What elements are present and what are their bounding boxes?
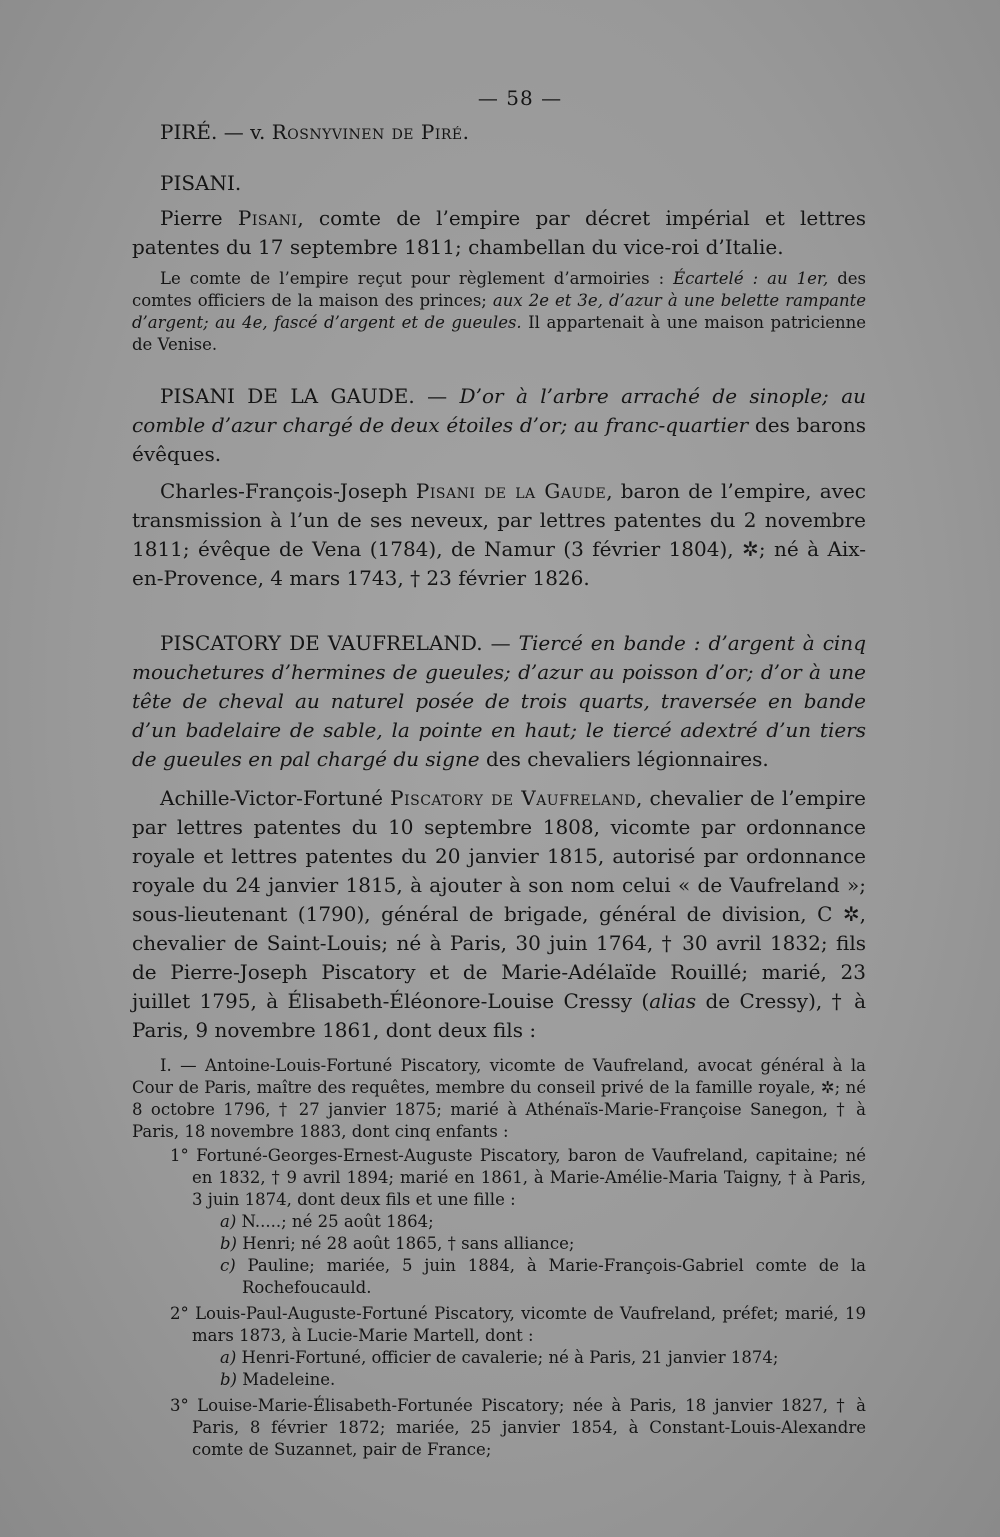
text: Pauline; mariée, 5 juin 1884, à Marie-François-Gabriel comte de la Rochefoucauld. — [235, 1256, 866, 1297]
text: des chevaliers légionnaires. — [479, 747, 769, 771]
entry-title: PISANI. — [160, 171, 242, 195]
list-item — [170, 1303, 866, 1347]
cross-reference-prefix: — v. — [223, 120, 266, 144]
text: Henri; né 28 août 1865, † sans alliance; — [237, 1234, 575, 1253]
text: Henri-Fortuné, officier de cavalerie; né à Paris, 21 janvier 1874; — [236, 1348, 779, 1367]
blazon-text: Écartelé : au 1er, — [673, 269, 838, 288]
entry-title: PISCATORY DE VAUFRELAND. — [160, 631, 483, 655]
list-item — [170, 1395, 866, 1461]
text: , baron de l’empire, avec transmission à l’un de ses neveux, par lettres patentes du 2 novembre 1811; évêque de Vena (1784), de Namur (3 février 1804), ✲; né à Aix-en-Provence, 4 mars 1743, † 23 février 1826. — [132, 479, 867, 590]
text: des barons évêques. — [132, 413, 866, 466]
text: des comtes officiers de la maison des princes; — [132, 269, 866, 310]
paragraph — [132, 629, 866, 774]
entry-title: PIRÉ. — [160, 120, 218, 144]
text: — — [482, 631, 519, 655]
paragraph — [132, 268, 866, 356]
paragraph — [132, 382, 866, 469]
entry-pire — [160, 118, 866, 147]
page-number: — 58 — — [477, 86, 563, 110]
grandchild-entry — [220, 1211, 866, 1233]
entry-title: PISANI DE LA GAUDE. — [160, 384, 415, 408]
item-label: c) — [220, 1256, 236, 1275]
item-label: a) — [220, 1212, 237, 1231]
blazon-text: aux 2e et 3e, d’azur à une belette rampante d’argent; au 4e, fascé d’argent et de gueules. — [132, 291, 866, 332]
child-entry: 1° Fortuné-Georges-Ernest-Auguste Piscatory, baron de Vaufreland, capitaine; né en 1832, † 9 avril 1894; marié en 1861, à Marie-Amélie-Maria Taigny, † à Paris, 3 juin 1874, dont deux fils et une fille : — [170, 1146, 866, 1209]
page-content — [132, 118, 866, 1461]
text: Charles-François-Joseph — [160, 479, 416, 503]
text: — — [414, 384, 460, 408]
grandchild-entry — [220, 1369, 866, 1391]
blazon-text: D’or à l’arbre arraché de sinople; au comble d’azur chargé de deux étoiles d’or; au franc-quartier — [132, 384, 866, 437]
person-name: Pisani — [237, 206, 298, 230]
list-item — [170, 1145, 866, 1211]
list-item — [220, 1347, 866, 1391]
person-name: Piscatory de Vaufreland — [390, 786, 636, 810]
text: , comte de l’empire par décret impérial et lettres patentes du 17 septembre 1811; chambellan du vice-roi d’Italie. — [132, 206, 866, 259]
text: de Cressy), † à Paris, 9 novembre 1861, dont deux fils : — [132, 989, 866, 1042]
item-label: b) — [220, 1234, 237, 1253]
grandchild-entry — [220, 1233, 866, 1255]
child-entry: 2° Louis-Paul-Auguste-Fortuné Piscatory, vicomte de Vaufreland, préfet; marié, 19 mars 1873, à Lucie-Marie Martell, dont : — [170, 1304, 866, 1345]
item-label: a) — [220, 1348, 237, 1367]
grandchild-entry — [220, 1255, 866, 1299]
text: alias — [649, 989, 697, 1013]
grandchild-entry — [220, 1347, 866, 1369]
blazon-text: Tiercé en bande : d’argent à cinq mouchetures d’hermines de gueules; d’azur au poisson d’or; d’or à une tête de cheval au naturel posée de trois quarts, traversée en bande d’un badelaire de sable, la pointe en haut; le tiercé adextré d’un tiers de gueules en pal chargé du signe — [132, 631, 866, 771]
text: Il appartenait à une maison patricienne de Venise. — [132, 313, 866, 354]
text: N.....; né 25 août 1864; — [236, 1212, 434, 1231]
paragraph — [132, 477, 866, 593]
cross-reference-name: Rosnyvinen de Piré. — [271, 120, 470, 144]
text: Pierre — [160, 206, 238, 230]
list-item — [220, 1211, 866, 1299]
text: Achille-Victor-Fortuné — [160, 786, 391, 810]
item-label: b) — [220, 1370, 237, 1389]
text: Madeleine. — [237, 1370, 336, 1389]
paragraph — [132, 784, 866, 1045]
list-item: I. — Antoine-Louis-Fortuné Piscatory, vicomte de Vaufreland, avocat général à la Cour de Paris, maître des requêtes, membre du conseil privé de la famille royale, ✲; né 8 octobre 1796, † 27 janvier 1875; marié à Athénaïs-Marie-Françoise Sanegon, † à Paris, 18 novembre 1883, dont cinq enfants : — [132, 1056, 866, 1141]
text: , chevalier de l’empire par lettres patentes du 10 septembre 1808, vicomte par ordonnance royale et lettres patentes du 20 janvier 1815, autorisé par ordonnance royale du 24 janvier 1815, à ajouter à son nom celui « de Vaufreland »; sous-lieutenant (1790), général de brigade, général de division, C ✲, chevalier de Saint-Louis; né à Paris, 30 juin 1764, † 30 avril 1832; fils de Pierre-Joseph Piscatory et de Marie-Adélaïde Rouillé; marié, 23 juillet 1795, à Élisabeth-Éléonore-Louise Cressy ( — [132, 786, 866, 1013]
text: Le comte de l’empire reçut pour règlement d’armoiries : — [160, 269, 674, 288]
child-entry: 3° Louise-Marie-Élisabeth-Fortunée Piscatory; née à Paris, 18 janvier 1827, † à Paris, 8 février 1872; mariée, 25 janvier 1854, à Constant-Louis-Alexandre comte de Suzannet, pair de France; — [170, 1396, 866, 1459]
paragraph — [132, 204, 866, 262]
person-name: Pisani de la Gaude — [415, 479, 607, 503]
